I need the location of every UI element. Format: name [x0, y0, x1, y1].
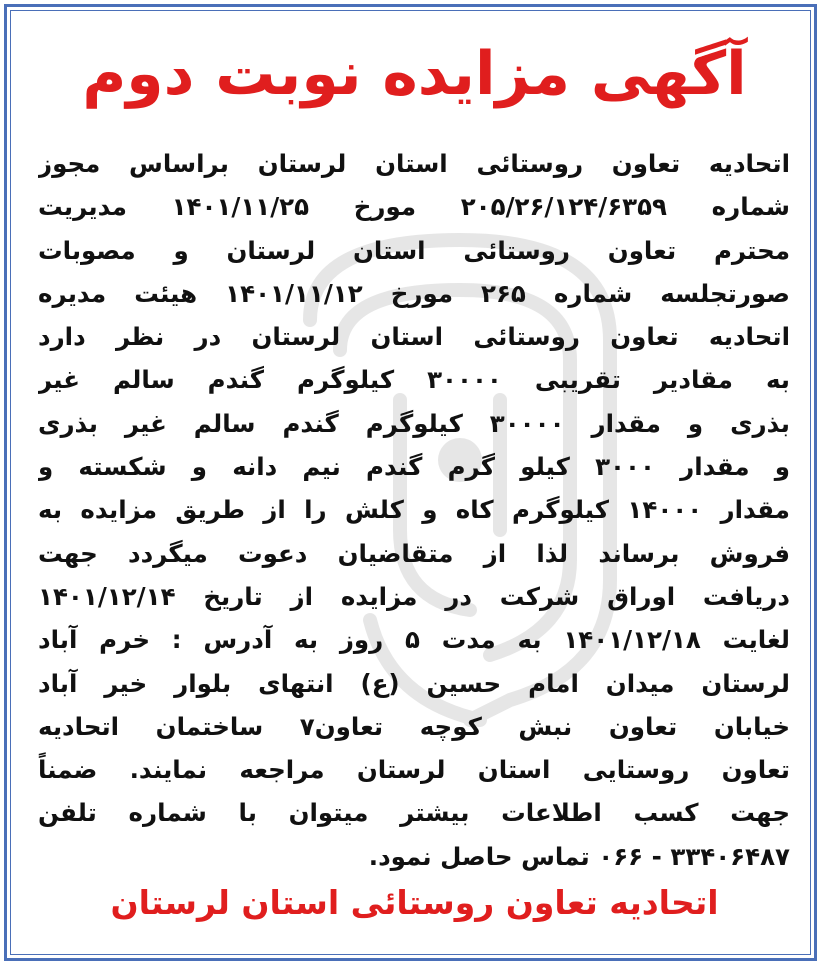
- body-line: جهت کسب اطلاعات بیشتر میتوان با شماره تلفن: [38, 798, 790, 828]
- body-line: لرستان میدان امام حسین (ع) انتهای بلوار خیر آباد: [38, 668, 790, 698]
- body-line: تعاون روستایی استان لرستان مراجعه نمایند. ضمناً: [38, 755, 790, 785]
- body-line: محترم تعاون روستائی استان لرستان و مصوبات: [38, 235, 790, 265]
- body-line: اتحادیه تعاون روستائی استان لرستان در نظر دارد: [38, 322, 790, 352]
- notice-title: آگهی مزایده نوبت دوم: [82, 39, 747, 109]
- issuer-signature: اتحادیه تعاون روستائی استان لرستان: [110, 883, 719, 922]
- body-line-last: ۳۳۴۰۶۴۸۷ - ۰۶۶ تماس حاصل نمود.: [368, 841, 790, 871]
- body-line: لغایت ۱۴۰۱/۱۲/۱۸ به مدت ۵ روز به آدرس : خرم آباد: [38, 625, 790, 655]
- body-line: مقدار ۱۴۰۰۰ کیلوگرم کاه و کلش را از طریق مزایده به: [38, 495, 790, 525]
- body-line: شماره ۲۰۵/۲۶/۱۲۴/۶۳۵۹ مورخ ۱۴۰۱/۱۱/۲۵ مدیریت: [38, 192, 790, 222]
- notice-body: [38, 142, 790, 878]
- body-line: به مقادیر تقریبی ۳۰۰۰۰ کیلوگرم گندم سالم غیر: [38, 365, 790, 395]
- body-line: خیابان تعاون نبش کوچه تعاون۷ ساختمان اتحادیه: [38, 711, 790, 741]
- body-line: اتحادیه تعاون روستائی استان لرستان براساس مجوز: [38, 149, 790, 178]
- body-line: فروش برساند لذا از متقاضیان دعوت میگردد جهت: [38, 538, 790, 568]
- body-line: دریافت اوراق شرکت در مزایده از تاریخ ۱۴۰۱/۱۲/۱۴: [38, 581, 790, 611]
- body-line: صورتجلسه شماره ۲۶۵ مورخ ۱۴۰۱/۱۱/۱۲ هیئت مدیره: [38, 278, 790, 308]
- body-line: و مقدار ۳۰۰۰ کیلو گرم گندم نیم دانه و شکسته و: [38, 452, 790, 482]
- body-line: بذری و مقدار ۳۰۰۰۰ کیلوگرم گندم سالم غیر بذری: [38, 408, 790, 438]
